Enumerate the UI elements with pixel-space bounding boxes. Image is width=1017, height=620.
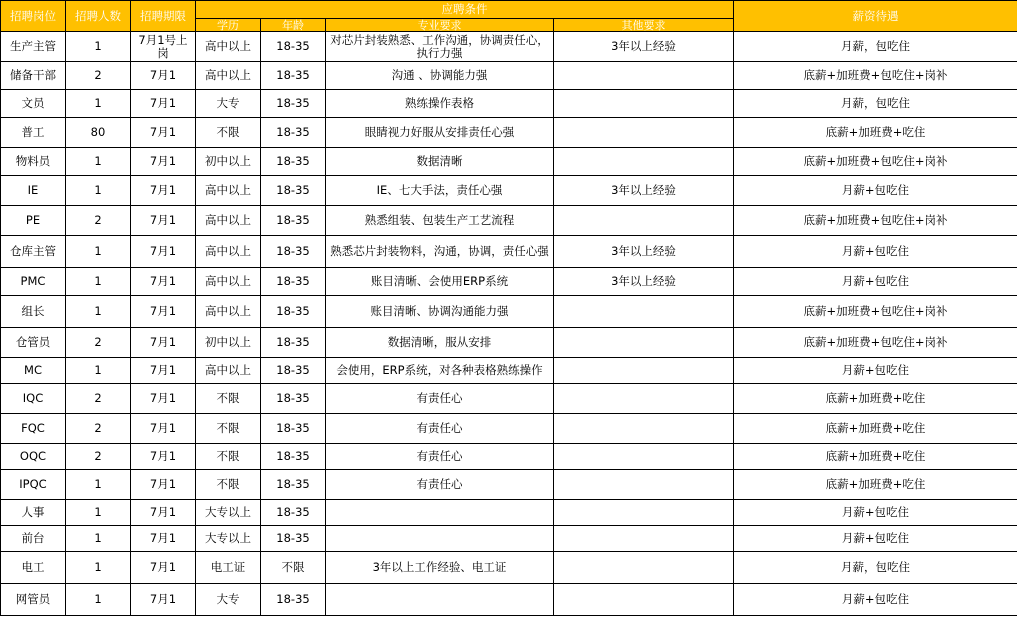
cell-deadline: 7月1 [131, 552, 196, 584]
cell-major: 对芯片封装熟悉、工作沟通，协调责任心，执行力强 [326, 32, 554, 62]
cell-other [554, 470, 734, 500]
cell-other: 3年以上经验 [554, 32, 734, 62]
cell-other [554, 206, 734, 236]
cell-other: 3年以上经验 [554, 236, 734, 268]
cell-education: 大专 [196, 90, 261, 118]
cell-salary: 月薪+包吃住 [734, 526, 1017, 552]
cell-position: FQC [1, 414, 66, 444]
header-major: 专业要求 [326, 19, 554, 32]
cell-count: 1 [66, 500, 131, 526]
table-row [1, 358, 1017, 384]
cell-position: 人事 [1, 500, 66, 526]
cell-other [554, 552, 734, 584]
cell-salary: 底薪+加班费+包吃住+岗补 [734, 206, 1017, 236]
cell-deadline: 7月1 [131, 444, 196, 470]
cell-deadline: 7月1 [131, 328, 196, 358]
cell-other [554, 358, 734, 384]
cell-position: 仓管员 [1, 328, 66, 358]
cell-position: 生产主管 [1, 32, 66, 62]
cell-age: 18-35 [261, 296, 326, 328]
cell-deadline: 7月1 [131, 296, 196, 328]
cell-education: 大专以上 [196, 500, 261, 526]
header-position: 招聘岗位 [1, 1, 66, 32]
cell-deadline: 7月1号上岗 [131, 32, 196, 62]
table-row [1, 470, 1017, 500]
cell-count: 1 [66, 552, 131, 584]
cell-salary: 月薪+包吃住 [734, 358, 1017, 384]
cell-other [554, 414, 734, 444]
cell-position: PE [1, 206, 66, 236]
header-age: 年龄 [261, 19, 326, 32]
cell-education: 高中以上 [196, 176, 261, 206]
cell-salary: 底薪+加班费+吃住 [734, 384, 1017, 414]
cell-count: 1 [66, 526, 131, 552]
cell-major: 眼睛视力好服从安排责任心强 [326, 118, 554, 148]
table-row [1, 32, 1017, 62]
cell-salary: 月薪，包吃住 [734, 90, 1017, 118]
cell-age: 18-35 [261, 62, 326, 90]
cell-deadline: 7月1 [131, 62, 196, 90]
cell-position: 电工 [1, 552, 66, 584]
cell-major: IE、七大手法，责任心强 [326, 176, 554, 206]
cell-position: IQC [1, 384, 66, 414]
cell-major: 数据清晰 [326, 148, 554, 176]
header-deadline: 招聘期限 [131, 1, 196, 32]
cell-age: 18-35 [261, 384, 326, 414]
cell-major: 账目清晰、协调沟通能力强 [326, 296, 554, 328]
cell-education: 初中以上 [196, 328, 261, 358]
cell-salary: 月薪+包吃住 [734, 268, 1017, 296]
cell-major: 3年以上工作经验、电工证 [326, 552, 554, 584]
cell-age: 18-35 [261, 500, 326, 526]
cell-other [554, 90, 734, 118]
cell-position: 前台 [1, 526, 66, 552]
cell-deadline: 7月1 [131, 358, 196, 384]
cell-education: 不限 [196, 470, 261, 500]
table-row [1, 62, 1017, 90]
cell-count: 2 [66, 384, 131, 414]
cell-count: 1 [66, 176, 131, 206]
cell-major: 熟悉组装、包装生产工艺流程 [326, 206, 554, 236]
cell-count: 1 [66, 148, 131, 176]
cell-count: 2 [66, 414, 131, 444]
cell-salary: 月薪+包吃住 [734, 236, 1017, 268]
header-other: 其他要求 [554, 19, 734, 32]
cell-count: 1 [66, 236, 131, 268]
cell-salary: 底薪+加班费+包吃住+岗补 [734, 62, 1017, 90]
cell-deadline: 7月1 [131, 526, 196, 552]
cell-salary: 月薪+包吃住 [734, 500, 1017, 526]
cell-age: 18-35 [261, 236, 326, 268]
cell-major: 数据清晰，服从安排 [326, 328, 554, 358]
cell-salary: 月薪+包吃住 [734, 176, 1017, 206]
cell-age: 18-35 [261, 328, 326, 358]
cell-education: 高中以上 [196, 358, 261, 384]
cell-education: 初中以上 [196, 148, 261, 176]
cell-deadline: 7月1 [131, 500, 196, 526]
cell-count: 1 [66, 90, 131, 118]
cell-education: 高中以上 [196, 296, 261, 328]
cell-other [554, 118, 734, 148]
cell-education: 大专 [196, 584, 261, 616]
cell-salary: 底薪+加班费+吃住 [734, 118, 1017, 148]
cell-deadline: 7月1 [131, 414, 196, 444]
cell-education: 电工证 [196, 552, 261, 584]
cell-salary: 月薪，包吃住 [734, 32, 1017, 62]
table-row [1, 500, 1017, 526]
cell-position: 普工 [1, 118, 66, 148]
cell-age: 18-35 [261, 470, 326, 500]
cell-count: 1 [66, 470, 131, 500]
cell-other [554, 62, 734, 90]
cell-salary: 底薪+加班费+吃住 [734, 470, 1017, 500]
cell-education: 高中以上 [196, 236, 261, 268]
cell-major: 账目清晰、会使用ERP系统 [326, 268, 554, 296]
cell-education: 不限 [196, 118, 261, 148]
cell-deadline: 7月1 [131, 90, 196, 118]
table-row [1, 584, 1017, 616]
cell-salary: 月薪，包吃住 [734, 552, 1017, 584]
cell-salary: 底薪+加班费+包吃住+岗补 [734, 148, 1017, 176]
cell-salary: 底薪+加班费+包吃住+岗补 [734, 328, 1017, 358]
cell-count: 1 [66, 584, 131, 616]
cell-major: 会使用，ERP系统，对各种表格熟练操作 [326, 358, 554, 384]
cell-age: 18-35 [261, 176, 326, 206]
cell-age: 不限 [261, 552, 326, 584]
cell-age: 18-35 [261, 206, 326, 236]
cell-other: 3年以上经验 [554, 176, 734, 206]
cell-major: 有责任心 [326, 444, 554, 470]
cell-education: 高中以上 [196, 268, 261, 296]
cell-age: 18-35 [261, 444, 326, 470]
header-salary: 薪资待遇 [734, 1, 1017, 32]
cell-salary: 底薪+加班费+吃住 [734, 444, 1017, 470]
cell-position: 仓库主管 [1, 236, 66, 268]
header-row [1, 1, 1017, 19]
cell-other [554, 384, 734, 414]
cell-salary: 底薪+加班费+包吃住+岗补 [734, 296, 1017, 328]
cell-other [554, 444, 734, 470]
table-body [1, 32, 1017, 616]
cell-major [326, 584, 554, 616]
cell-other: 3年以上经验 [554, 268, 734, 296]
cell-education: 不限 [196, 384, 261, 414]
cell-age: 18-35 [261, 118, 326, 148]
cell-position: MC [1, 358, 66, 384]
cell-age: 18-35 [261, 584, 326, 616]
cell-major: 熟悉芯片封装物料，沟通，协调，责任心强 [326, 236, 554, 268]
cell-deadline: 7月1 [131, 384, 196, 414]
cell-deadline: 7月1 [131, 206, 196, 236]
cell-deadline: 7月1 [131, 176, 196, 206]
cell-count: 1 [66, 32, 131, 62]
cell-other [554, 148, 734, 176]
cell-deadline: 7月1 [131, 118, 196, 148]
header-count: 招聘人数 [66, 1, 131, 32]
cell-major: 有责任心 [326, 470, 554, 500]
cell-salary: 底薪+加班费+吃住 [734, 414, 1017, 444]
cell-position: 储备干部 [1, 62, 66, 90]
cell-age: 18-35 [261, 148, 326, 176]
table-row [1, 384, 1017, 414]
cell-count: 2 [66, 62, 131, 90]
cell-age: 18-35 [261, 32, 326, 62]
table-row [1, 328, 1017, 358]
cell-count: 2 [66, 206, 131, 236]
cell-age: 18-35 [261, 526, 326, 552]
cell-major: 有责任心 [326, 414, 554, 444]
cell-count: 2 [66, 328, 131, 358]
cell-count: 1 [66, 358, 131, 384]
table-row [1, 118, 1017, 148]
cell-other [554, 500, 734, 526]
cell-other [554, 328, 734, 358]
table-row [1, 236, 1017, 268]
table-row [1, 176, 1017, 206]
table-row [1, 296, 1017, 328]
cell-major: 熟练操作表格 [326, 90, 554, 118]
table-row [1, 444, 1017, 470]
table-row [1, 206, 1017, 236]
cell-other [554, 296, 734, 328]
cell-count: 1 [66, 268, 131, 296]
cell-major [326, 526, 554, 552]
cell-position: IPQC [1, 470, 66, 500]
cell-age: 18-35 [261, 414, 326, 444]
cell-education: 大专以上 [196, 526, 261, 552]
header-conditions: 应聘条件 [196, 1, 734, 19]
table-row [1, 552, 1017, 584]
table-row [1, 90, 1017, 118]
cell-position: 物料员 [1, 148, 66, 176]
cell-count: 80 [66, 118, 131, 148]
cell-age: 18-35 [261, 90, 326, 118]
cell-education: 高中以上 [196, 32, 261, 62]
cell-other [554, 584, 734, 616]
cell-position: 网管员 [1, 584, 66, 616]
cell-position: OQC [1, 444, 66, 470]
table-row [1, 414, 1017, 444]
cell-age: 18-35 [261, 358, 326, 384]
cell-position: IE [1, 176, 66, 206]
cell-age: 18-35 [261, 268, 326, 296]
cell-position: 文员 [1, 90, 66, 118]
cell-position: PMC [1, 268, 66, 296]
table-row [1, 148, 1017, 176]
table-row [1, 268, 1017, 296]
header-education: 学历 [196, 19, 261, 32]
cell-deadline: 7月1 [131, 584, 196, 616]
cell-deadline: 7月1 [131, 470, 196, 500]
cell-deadline: 7月1 [131, 268, 196, 296]
cell-salary: 月薪+包吃住 [734, 584, 1017, 616]
cell-education: 高中以上 [196, 62, 261, 90]
cell-education: 不限 [196, 414, 261, 444]
cell-deadline: 7月1 [131, 236, 196, 268]
cell-deadline: 7月1 [131, 148, 196, 176]
cell-major: 沟通 、协调能力强 [326, 62, 554, 90]
cell-education: 不限 [196, 444, 261, 470]
cell-count: 1 [66, 296, 131, 328]
cell-education: 高中以上 [196, 206, 261, 236]
cell-major: 有责任心 [326, 384, 554, 414]
cell-position: 组长 [1, 296, 66, 328]
cell-other [554, 526, 734, 552]
cell-count: 2 [66, 444, 131, 470]
cell-major [326, 500, 554, 526]
table-row [1, 526, 1017, 552]
